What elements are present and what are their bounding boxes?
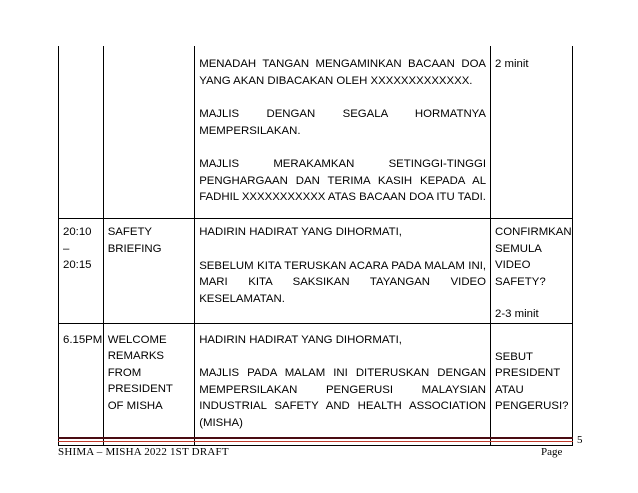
script-paragraph: HADIRIN HADIRAT YANG DIHORMATI,	[199, 333, 402, 346]
script-cell	[195, 46, 491, 219]
note-cell	[491, 323, 573, 445]
table-row	[59, 219, 573, 324]
table-row	[59, 46, 573, 219]
script-paragraph: SEBELUM KITA TERUSKAN ACARA PADA MALAM INI, MARI KITA SAKSIKAN TAYANGAN VIDEO KESELAMATAN.	[199, 259, 487, 305]
script-cell	[195, 323, 491, 445]
page-number: 5	[577, 434, 583, 446]
footer-rule-red	[58, 441, 573, 442]
time-cell: 20:10 – 20:15	[59, 219, 104, 324]
script-paragraph: MAJLIS MERAKAMKAN SETINGGI-TINGGI PENGHARGAAN DAN TERIMA KASIH KEPADA AL FADHIL XXXXXXXXXXX ATAS BACAAN DOA ITU TADI.	[199, 158, 487, 203]
script-paragraph: MENADAH TANGAN MENGAMINKAN BACAAN DOA YANG AKAN DIBACAKAN OLEH XXXXXXXXXXXXX.	[199, 58, 487, 87]
note-cell	[491, 46, 573, 219]
script-paragraph: MAJLIS DENGAN SEGALA HORMATNYA MEMPERSILAKAN.	[199, 108, 487, 137]
time-cell	[59, 46, 104, 219]
script-paragraph: MAJLIS PADA MALAM INI DITERUSKAN DENGAN MEMPERSILAKAN PENGERUSI MALAYSIAN INDUSTRIAL SAFETY AND HEALTH ASSOCIATION (MISHA)	[199, 367, 487, 429]
item-cell: SAFETY BRIEFING	[103, 219, 195, 324]
time-cell: 6.15PM	[59, 323, 104, 445]
footer-page-label: Page	[541, 446, 563, 458]
note-duration: 2-3 minit	[495, 308, 539, 320]
note-duration: 2 minit	[495, 58, 529, 70]
footer-document-title: SHIMA – MISHA 2022 1ST DRAFT	[58, 446, 229, 458]
table-row	[59, 323, 573, 445]
item-cell	[103, 46, 195, 219]
note-text: CONFIRMKAN SEMULA VIDEO SAFETY?	[495, 226, 572, 288]
programme-script-table	[58, 46, 573, 446]
script-cell	[195, 219, 491, 324]
footer-rule-dark	[58, 437, 573, 439]
script-paragraph: HADIRIN HADIRAT YANG DIHORMATI,	[199, 226, 402, 238]
item-cell: WELCOME REMARKS FROM PRESIDENT OF MISHA	[103, 323, 195, 445]
note-cell	[491, 219, 573, 324]
note-action: SEBUT PRESIDENT ATAU PENGERUSI?	[495, 350, 569, 412]
